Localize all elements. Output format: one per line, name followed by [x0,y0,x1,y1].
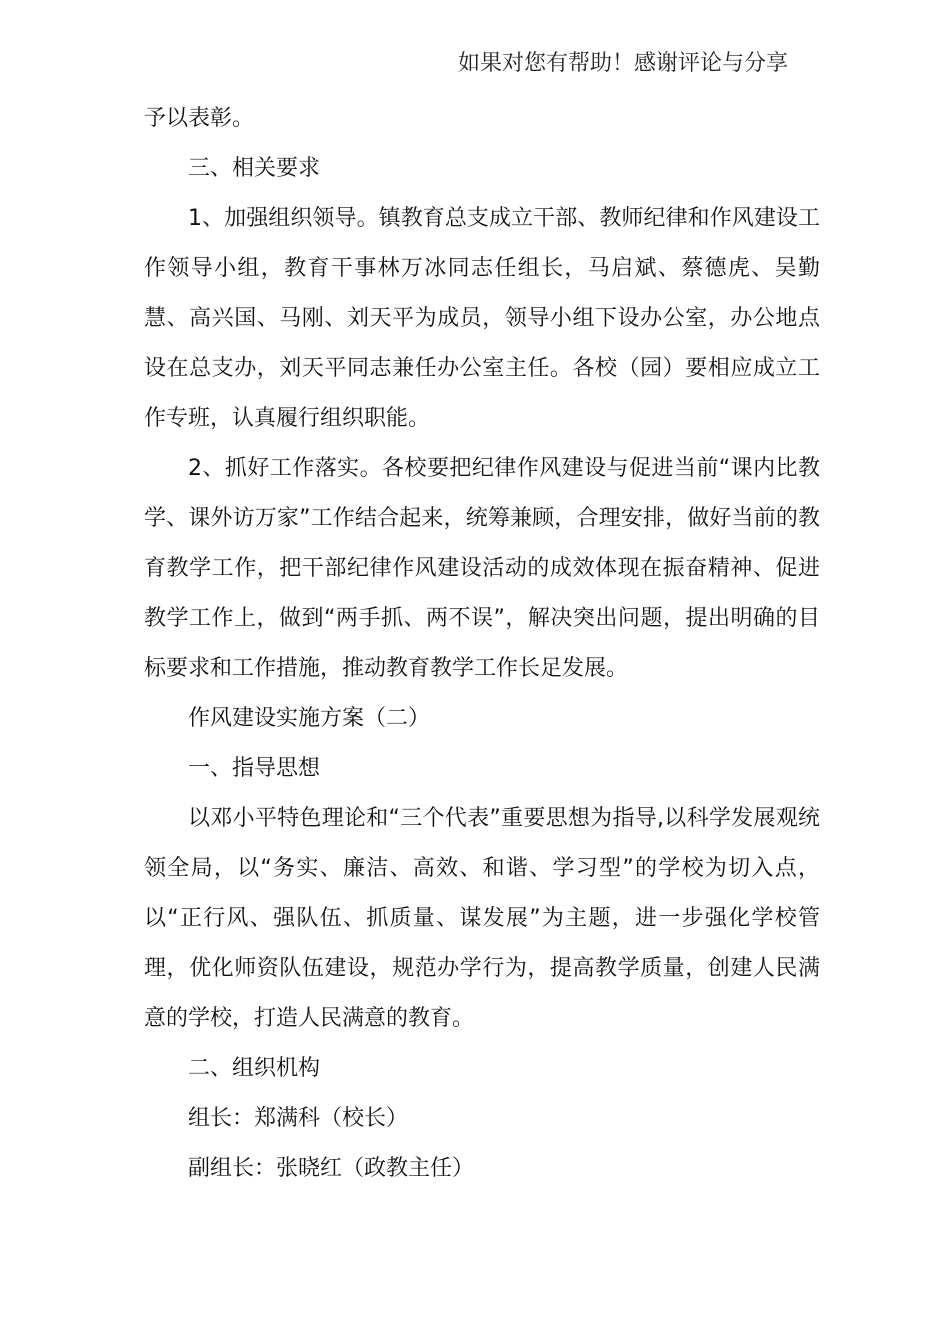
paragraph-1: 予以表彰。 [144,106,255,131]
paragraph-4: 2、抓好工作落实。各校要把纪律作风建设与促进当前“课内比教学、课外访万家”工作结合起来，统筹兼顾，合理安排，做好当前的教育教学工作，把干部纪律作风建设活动的成效体现在振奋精神、促进教学工作上，做到“两手抓、两不误”，解决突出问题，提出明确的目标要求和工作措施，推动教育教学工作长足发展。 [144,456,820,681]
deputy-leader-line: 副组长：张晓红（政教主任） [188,1156,475,1181]
section-heading-requirements: 三、相关要求 [188,156,321,181]
document-subtitle: 作风建设实施方案（二） [188,706,431,731]
paragraph-3: 1、加强组织领导。镇教育总支成立干部、教师纪律和作风建设工作领导小组，教育干事林万冰同志任组长，马启斌、蔡德虎、吴勤慧、高兴国、马刚、刘天平为成员，领导小组下设办公室，办公地点设在总支办，刘天平同志兼任办公室主任。各校（园）要相应成立工作专班，认真履行组织职能。 [144,206,820,431]
document-body [144,94,820,1194]
paragraph-7: 以邓小平特色理论和“三个代表”重要思想为指导,以科学发展观统领全局，以“务实、廉洁、高效、和谐、学习型”的学校为切入点，以“正行风、强队伍、抓质量、谋发展”为主题，进一步强化学校管理，优化师资队伍建设，规范办学行为，提高教学质量，创建人民满意的学校，打造人民满意的教育。 [144,806,820,1031]
leader-line: 组长：郑满科（校长） [188,1106,409,1131]
section-heading-organization: 二、组织机构 [188,1056,321,1081]
section-heading-guiding-ideology: 一、指导思想 [188,756,321,781]
header-note: 如果对您有帮助！感谢评论与分享 [458,51,789,76]
